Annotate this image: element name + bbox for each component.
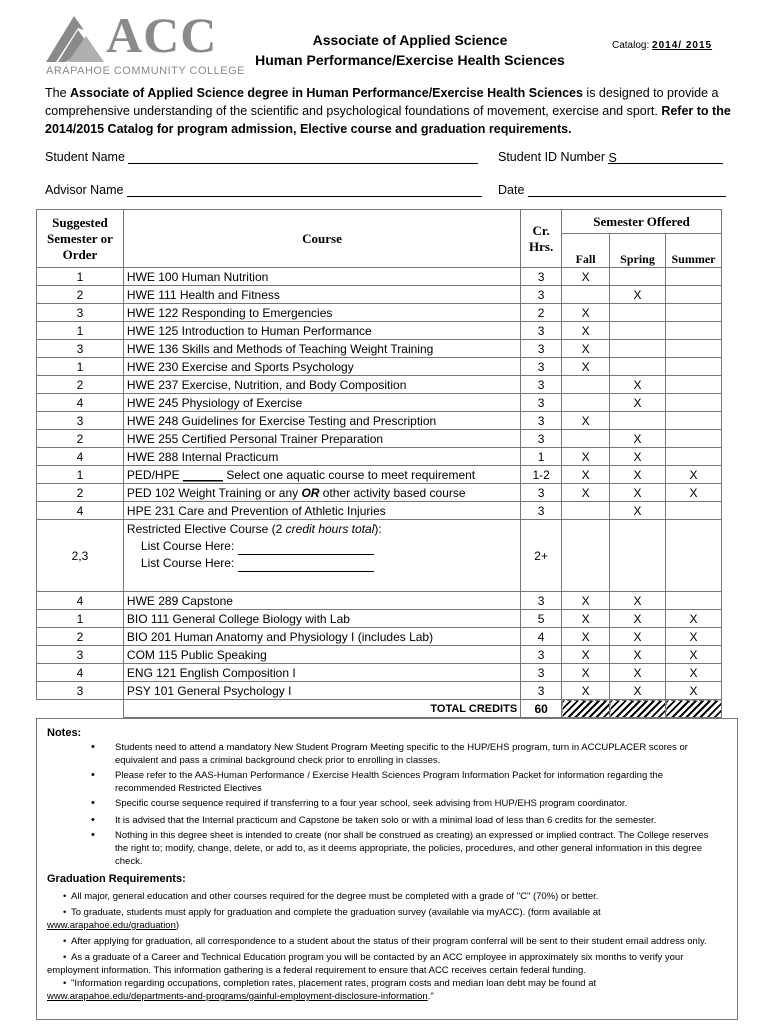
table-row — [37, 394, 722, 412]
row-fall — [562, 376, 610, 394]
table-row — [37, 286, 722, 304]
elective-credits: 2+ — [521, 520, 562, 592]
row-fall — [562, 502, 610, 520]
row-spring: X — [610, 682, 666, 700]
row-course: HWE 136 Skills and Methods of Teaching Weight Training — [123, 340, 520, 358]
header-fall: Fall — [562, 234, 610, 268]
row-fall: X — [562, 448, 610, 466]
date-label: Date — [498, 183, 525, 197]
row-summer: X — [666, 466, 722, 484]
bullet-icon: • — [63, 936, 67, 947]
row-credits: 3 — [521, 286, 562, 304]
row-fall: X — [562, 592, 610, 610]
total-row — [37, 700, 722, 718]
elective-course — [123, 520, 520, 592]
row-course: HWE 237 Exercise, Nutrition, and Body Composition — [123, 376, 520, 394]
grad-text: To graduate, students must apply for graduation and complete the graduation survey (available via myACC). (form available at — [71, 907, 601, 918]
row-course: BIO 111 General College Biology with Lab — [123, 610, 520, 628]
student-id-prefix: S — [608, 151, 617, 165]
row-course: BIO 201 Human Anatomy and Physiology I (includes Lab) — [123, 628, 520, 646]
row-course: HWE 245 Physiology of Exercise — [123, 394, 520, 412]
row-credits: 1-2 — [521, 466, 562, 484]
row-summer — [666, 412, 722, 430]
row-spring: X — [610, 610, 666, 628]
list-item: • Please refer to the AAS-Human Performance / Exercise Health Sciences Program Information Packet for information regarding the recommended Restricted Electives — [91, 769, 723, 795]
course-prefix: PED/HPE — [126, 467, 183, 482]
row-summer — [666, 304, 722, 322]
row-spring: X — [610, 394, 666, 412]
row-spring: X — [610, 466, 666, 484]
row-semester: 3 — [37, 304, 124, 322]
row-fall: X — [562, 466, 610, 484]
row-semester: 4 — [37, 448, 124, 466]
row-spring: X — [610, 592, 666, 610]
table-row — [37, 682, 722, 700]
acc-logo — [44, 7, 246, 80]
intro-middle: is designed to provide a comprehensive understanding of the scientific and psychological foundations of movement, exercise and sport. — [45, 86, 719, 118]
grad-text: "Information regarding occupations, completion rates, placement rates, program costs and median loan debt may be found at — [71, 978, 597, 989]
logo-wordmark: ACC — [106, 7, 218, 63]
table-row — [37, 466, 722, 484]
bullet-icon: • — [63, 952, 67, 963]
row-spring: X — [610, 430, 666, 448]
row-credits: 4 — [521, 628, 562, 646]
table-row — [37, 412, 722, 430]
elective-list-label-1: List Course Here: — [140, 539, 235, 553]
row-credits: 3 — [521, 484, 562, 502]
list-item — [47, 951, 732, 977]
table-row — [37, 646, 722, 664]
row-spring — [610, 358, 666, 376]
page-title — [250, 30, 570, 70]
row-credits: 3 — [521, 430, 562, 448]
notes-list — [91, 741, 723, 870]
advisor-name-field[interactable] — [45, 183, 482, 197]
header-semester: Suggested Semester or Order — [37, 210, 124, 268]
row-credits: 3 — [521, 322, 562, 340]
row-summer — [666, 268, 722, 286]
elective-row — [37, 520, 722, 592]
graduation-link[interactable]: www.arapahoe.edu/graduation — [47, 920, 176, 931]
gainful-employment-link[interactable]: www.arapahoe.edu/departments-and-programs/gainful-employment-disclosure-information — [47, 991, 428, 1002]
row-fall: X — [562, 484, 610, 502]
row-spring — [610, 322, 666, 340]
row-summer: X — [666, 610, 722, 628]
row-fall: X — [562, 304, 610, 322]
grad-text-after: ) — [175, 920, 180, 931]
table-row — [37, 340, 722, 358]
title-line-2: Human Performance/Exercise Health Sciences — [255, 52, 565, 68]
row-spring — [610, 340, 666, 358]
title-line-1: Associate of Applied Science — [312, 32, 508, 48]
row-summer: X — [666, 664, 722, 682]
table-row — [37, 304, 722, 322]
row-credits: 3 — [521, 682, 562, 700]
total-empty-1 — [37, 700, 124, 718]
row-course: HWE 125 Introduction to Human Performance — [123, 322, 520, 340]
row-spring: X — [610, 646, 666, 664]
student-name-line[interactable] — [128, 151, 478, 164]
total-value: 60 — [521, 700, 562, 718]
header-credits: Cr. Hrs. — [521, 210, 562, 268]
row-credits: 3 — [521, 268, 562, 286]
row-semester: 3 — [37, 340, 124, 358]
catalog-year — [612, 40, 712, 51]
table-row — [37, 268, 722, 286]
advisor-name-line[interactable] — [127, 184, 482, 197]
row-summer — [666, 502, 722, 520]
course-table — [36, 209, 722, 718]
table-row — [37, 592, 722, 610]
advisor-row — [45, 183, 735, 201]
header-course: Course — [123, 210, 520, 268]
row-fall: X — [562, 664, 610, 682]
row-semester: 4 — [37, 592, 124, 610]
logo-college-name: ARAPAHOE COMMUNITY COLLEGE — [46, 65, 246, 77]
row-summer — [666, 430, 722, 448]
row-course — [123, 484, 520, 502]
date-line[interactable] — [528, 184, 726, 197]
row-course: HPE 231 Care and Prevention of Athletic Injuries — [123, 502, 520, 520]
advisor-name-label: Advisor Name — [45, 183, 124, 197]
elective-title — [127, 521, 517, 538]
row-summer: X — [666, 484, 722, 502]
row-fall: X — [562, 322, 610, 340]
grad-text-after: ." — [427, 991, 434, 1002]
row-semester: 1 — [37, 466, 124, 484]
grad-text: All major, general education and other courses required for the degree must be completed with a grade of "C" (70%) or better. — [71, 891, 599, 902]
row-summer — [666, 322, 722, 340]
intro-prefix: The — [45, 86, 71, 100]
bullet-icon: • — [63, 907, 67, 918]
row-summer: X — [666, 628, 722, 646]
row-fall: X — [562, 628, 610, 646]
list-item — [47, 935, 732, 948]
row-spring: X — [610, 502, 666, 520]
elective-semester: 2,3 — [37, 520, 124, 592]
row-semester: 1 — [37, 268, 124, 286]
row-fall: X — [562, 340, 610, 358]
row-spring: X — [610, 448, 666, 466]
elective-list-2[interactable] — [127, 555, 517, 572]
elective-blank-2[interactable] — [238, 560, 374, 572]
elective-summer — [666, 520, 722, 592]
notes-box — [36, 718, 738, 1020]
row-summer: X — [666, 646, 722, 664]
page-header — [0, 0, 770, 82]
elective-list-1[interactable] — [127, 538, 517, 555]
row-credits: 3 — [521, 376, 562, 394]
header-semester-offered: Semester Offered — [562, 210, 722, 234]
course-or-emphasis: OR — [301, 485, 320, 500]
row-course: HWE 100 Human Nutrition — [123, 268, 520, 286]
student-id-label: Student ID Number — [498, 150, 605, 164]
table-row — [37, 610, 722, 628]
bullet-icon: • — [63, 891, 67, 902]
row-course: HWE 248 Guidelines for Exercise Testing and Prescription — [123, 412, 520, 430]
row-semester: 2 — [37, 628, 124, 646]
row-course: HWE 255 Certified Personal Trainer Preparation — [123, 430, 520, 448]
elective-fall — [562, 520, 610, 592]
elective-title-b: ): — [374, 522, 382, 536]
row-credits: 3 — [521, 340, 562, 358]
row-course: COM 115 Public Speaking — [123, 646, 520, 664]
row-fall: X — [562, 412, 610, 430]
row-course: HWE 289 Capstone — [123, 592, 520, 610]
row-fall — [562, 286, 610, 304]
header-spring: Spring — [610, 234, 666, 268]
student-name-label: Student Name — [45, 150, 125, 164]
row-semester: 1 — [37, 610, 124, 628]
row-summer — [666, 394, 722, 412]
row-course — [123, 466, 520, 484]
row-fall — [562, 430, 610, 448]
row-semester: 2 — [37, 376, 124, 394]
row-semester: 4 — [37, 502, 124, 520]
row-credits: 3 — [521, 394, 562, 412]
total-hatch-spring — [610, 700, 666, 718]
row-credits: 3 — [521, 358, 562, 376]
course-suffix: Select one aquatic course to meet requirement — [222, 467, 476, 482]
table-row — [37, 430, 722, 448]
elective-title-em: credit hours total — [285, 522, 375, 536]
elective-title-a: Restricted Elective Course (2 — [126, 522, 286, 536]
table-row — [37, 448, 722, 466]
table-row — [37, 628, 722, 646]
table-row — [37, 664, 722, 682]
list-item — [47, 890, 732, 903]
graduation-list — [47, 890, 732, 1006]
intro-refer: Refer to the 2014/2015 Catalog for program admission, Elective course and graduation requirements. — [45, 104, 731, 136]
list-item — [47, 977, 732, 1003]
row-course: HWE 288 Internal Practicum — [123, 448, 520, 466]
list-item: • Nothing in this degree sheet is intended to create (nor shall be construed as creating) an expressed or implied contract. The College reserves the right to; modify, change, delete, or add to, as it deems appropriate, the policies, procedures, and other general information in this degree check. — [91, 829, 723, 868]
row-spring: X — [610, 286, 666, 304]
table-row — [37, 322, 722, 340]
list-item: • It is advised that the Internal practicum and Capstone be taken solo or with a minimal load of less than 6 credits for the semester. — [91, 814, 723, 827]
row-credits: 3 — [521, 412, 562, 430]
row-spring — [610, 268, 666, 286]
row-semester: 2 — [37, 430, 124, 448]
intro-degree: Associate of Applied Science degree in Human Performance/Exercise Health Sciences — [70, 86, 583, 100]
header-summer: Summer — [666, 234, 722, 268]
list-item: • Specific course sequence required if transferring to a four year school, seek advising from HUP/EHS program coordinator. — [91, 797, 723, 810]
table-row — [37, 358, 722, 376]
elective-blank-1[interactable] — [238, 543, 374, 555]
row-fall: X — [562, 646, 610, 664]
student-id-line[interactable] — [608, 151, 723, 164]
row-course: PSY 101 General Psychology I — [123, 682, 520, 700]
row-semester: 3 — [37, 412, 124, 430]
row-semester: 1 — [37, 358, 124, 376]
catalog-value: 2014/ 2015 — [652, 40, 713, 51]
row-summer — [666, 376, 722, 394]
student-row — [45, 150, 735, 168]
row-course: HWE 122 Responding to Emergencies — [123, 304, 520, 322]
row-credits: 3 — [521, 502, 562, 520]
row-fall — [562, 394, 610, 412]
row-summer — [666, 340, 722, 358]
elective-list-label-2: List Course Here: — [140, 556, 235, 570]
grad-text: After applying for graduation, all correspondence to a student about the status of their program conferral will be sent to their student email address only. — [71, 936, 707, 947]
row-summer — [666, 448, 722, 466]
student-id-field[interactable] — [498, 150, 723, 164]
row-summer — [666, 358, 722, 376]
notes-title: Notes: — [47, 727, 82, 739]
table-row — [37, 484, 722, 502]
row-semester: 1 — [37, 322, 124, 340]
grad-text: As a graduate of a Career and Technical Education program you will be contacted by an ACC employee in approximately six months to verify your employment information. This information gathering is a federal requirement to ensure that ACC receives certain federal funding. — [47, 952, 684, 976]
course-blank[interactable]: ______ — [182, 467, 223, 482]
row-credits: 3 — [521, 592, 562, 610]
total-label: TOTAL CREDITS — [123, 700, 520, 718]
row-course: HWE 230 Exercise and Sports Psychology — [123, 358, 520, 376]
table-row — [37, 502, 722, 520]
row-credits: 3 — [521, 646, 562, 664]
row-semester: 3 — [37, 646, 124, 664]
total-hatch-summer — [666, 700, 722, 718]
course-prefix: PED 102 Weight Training or any — [126, 485, 302, 500]
row-credits: 5 — [521, 610, 562, 628]
list-item: • Students need to attend a mandatory New Student Program Meeting specific to the HUP/EHS program, turn in ACCUPLACER scores or equivalent and pass a criminal background check prior to enrolling in classes. — [91, 741, 723, 767]
row-fall: X — [562, 682, 610, 700]
row-summer — [666, 592, 722, 610]
row-semester: 4 — [37, 664, 124, 682]
row-summer — [666, 286, 722, 304]
row-spring: X — [610, 376, 666, 394]
row-course: ENG 121 English Composition I — [123, 664, 520, 682]
row-semester: 2 — [37, 286, 124, 304]
row-credits: 1 — [521, 448, 562, 466]
graduation-title: Graduation Requirements: — [47, 873, 186, 885]
row-fall: X — [562, 358, 610, 376]
row-semester: 4 — [37, 394, 124, 412]
mountain-logo-icon — [44, 10, 114, 65]
row-fall: X — [562, 268, 610, 286]
elective-spring — [610, 520, 666, 592]
row-fall: X — [562, 610, 610, 628]
row-credits: 2 — [521, 304, 562, 322]
student-name-field[interactable] — [45, 150, 478, 164]
row-spring: X — [610, 628, 666, 646]
table-row — [37, 376, 722, 394]
row-semester: 3 — [37, 682, 124, 700]
row-credits: 3 — [521, 664, 562, 682]
list-item — [47, 906, 732, 932]
row-spring: X — [610, 664, 666, 682]
intro-paragraph — [45, 84, 735, 138]
date-field[interactable] — [498, 183, 726, 197]
row-course: HWE 111 Health and Fitness — [123, 286, 520, 304]
row-summer: X — [666, 682, 722, 700]
row-spring — [610, 304, 666, 322]
bullet-icon: • — [63, 978, 67, 989]
row-spring: X — [610, 484, 666, 502]
catalog-label: Catalog: — [612, 40, 650, 51]
course-suffix: other activity based course — [319, 485, 466, 500]
row-spring — [610, 412, 666, 430]
row-semester: 2 — [37, 484, 124, 502]
total-hatch-fall — [562, 700, 610, 718]
